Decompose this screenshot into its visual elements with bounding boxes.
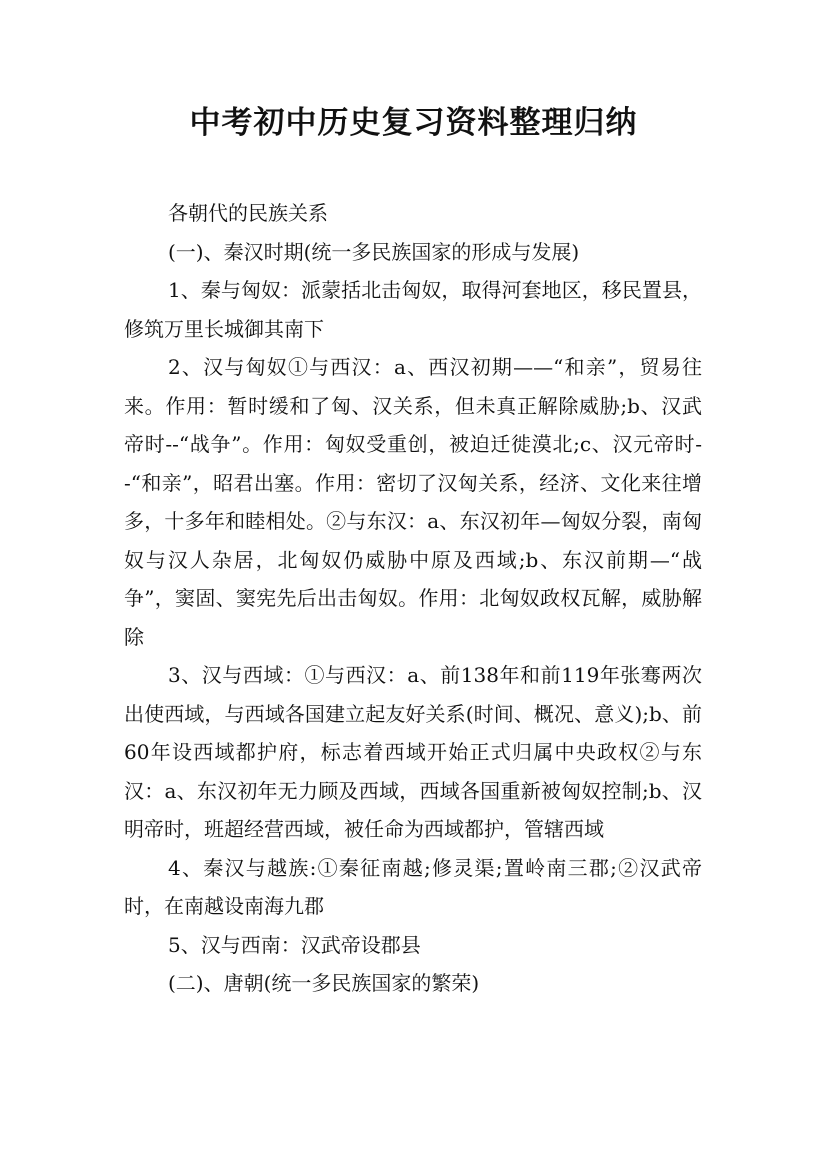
paragraph-han-xiongnu: 2、汉与匈奴①与西汉：a、西汉初期——“和亲”，贸易往来。作用：暂时缓和了匈、汉关系，但未真正解除威胁;b、汉武帝时--“战争”。作用：匈奴受重创，被迫迁徙漠北;c、汉元帝时--“和亲”，昭君出塞。作用：密切了汉匈关系，经济、文化来往增多，十多年和睦相处。②与东汉：a、东汉初年—匈奴分裂，南匈奴与汉人杂居，北匈奴仍威胁中原及西域;b、东汉前期—“战争”，窦固、窦宪先后出击匈奴。作用：北匈奴政权瓦解，威胁解除 (124, 355, 702, 649)
paragraph-qin-xiongnu: 1、秦与匈奴：派蒙括北击匈奴，取得河套地区，移民置县，修筑万里长城御其南下 (124, 278, 702, 341)
paragraph-han-southwest: 5、汉与西南：汉武帝设郡县 (168, 932, 421, 957)
paragraph-han-western-regions: 3、汉与西域：①与西汉：a、前138年和前119年张骞两次出使西域，与西域各国建立起友好关系(时间、概况、意义);b、前60年设西域都护府，标志着西域开始正式归属中央政权②与东汉：a、东汉初年无力顾及西域，西域各国重新被匈奴控制;b、汉明帝时，班超经营西域，被任命为西域都护，管辖西域 (124, 663, 702, 841)
subsection-heading-tang: (二)、唐朝(统一多民族国家的繁荣) (168, 971, 480, 995)
document-title: 中考初中历史复习资料整理归纳 (189, 105, 638, 141)
paragraph-qin-han-yue: 4、秦汉与越族:①秦征南越;修灵渠;置岭南三郡;②汉武帝时，在南越设南海九郡 (124, 855, 702, 918)
section-heading: 各朝代的民族关系 (168, 201, 328, 225)
subsection-heading: (一)、秦汉时期(统一多民族国家的形成与发展) (168, 239, 580, 264)
document-body (124, 194, 702, 1003)
